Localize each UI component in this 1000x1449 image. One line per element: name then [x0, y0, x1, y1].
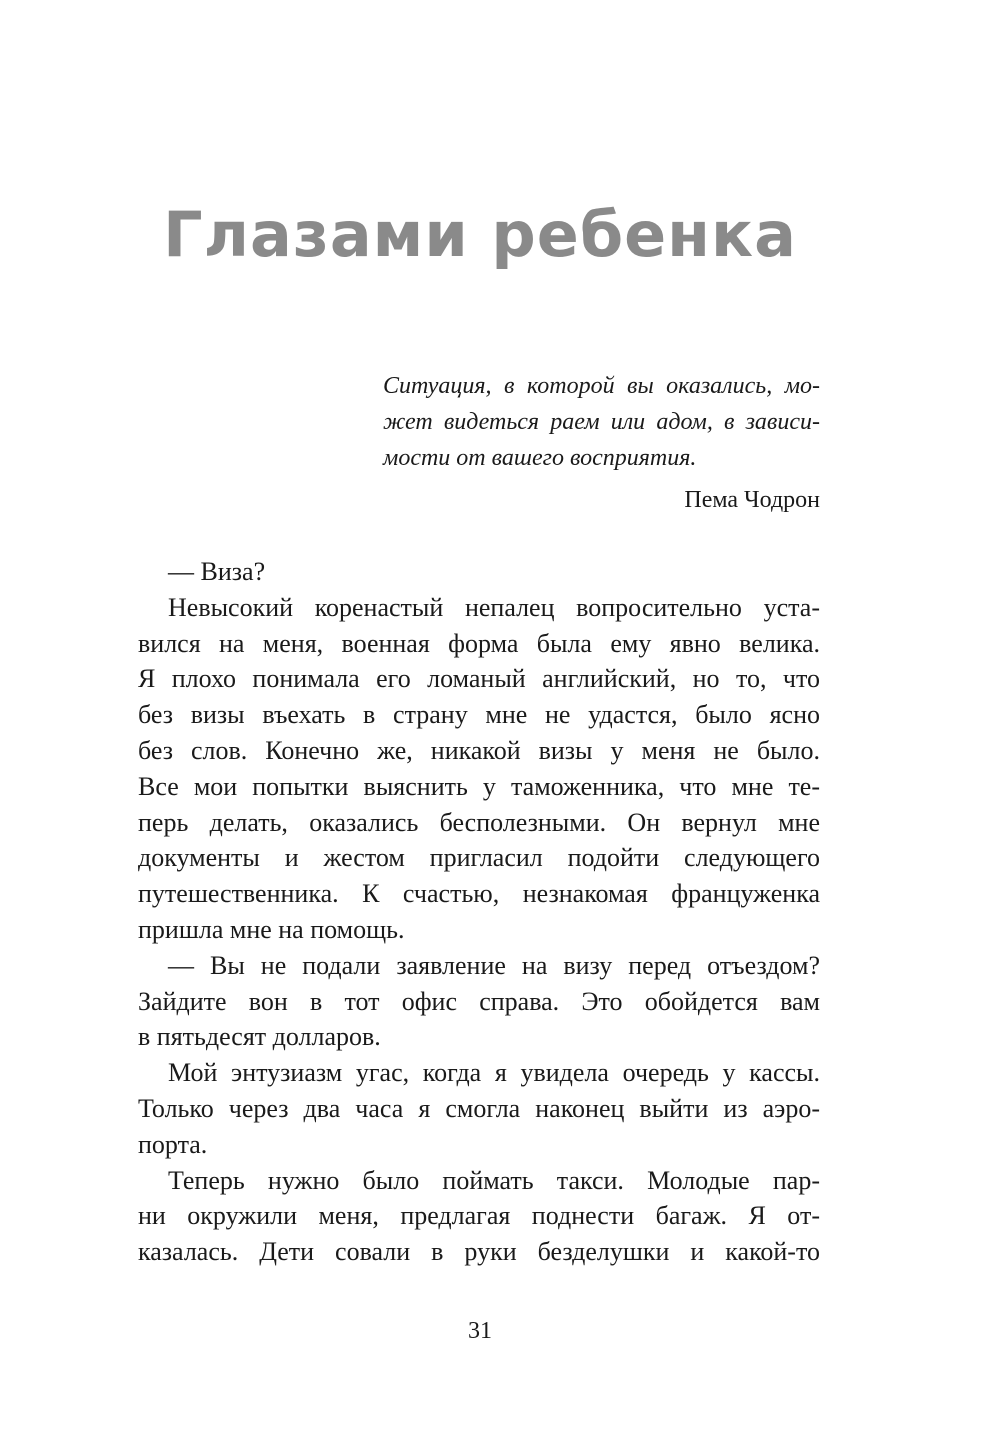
- text-line: Невысокий коренастый непалец вопросительно уста-: [168, 592, 820, 622]
- text-line: документы и жестом пригласил подойти следующего: [138, 843, 820, 873]
- text-line: перь делать, оказались бесполезными. Он вернул мне: [138, 807, 820, 837]
- epigraph-line: Ситуация, в которой вы оказались, мо-: [383, 373, 820, 399]
- text-line: Только через два часа я смогла наконец выйти из аэро-: [138, 1093, 820, 1123]
- epigraph: [383, 368, 820, 518]
- text-line: Зайдите вон в тот офис справа. Это обойдется вам: [138, 986, 820, 1016]
- text-line: — Вы не подали заявление на визу перед отъездом?: [168, 950, 820, 980]
- epigraph-line: жет видеться раем или адом, в зависи-: [383, 409, 820, 435]
- body-text: [138, 554, 820, 1270]
- text-line: ни окружили меня, предлагая поднести багаж. Я от-: [138, 1201, 820, 1231]
- page-number: 31: [468, 1318, 492, 1344]
- text-line: Мой энтузиазм угас, когда я увидела очередь у кассы.: [168, 1058, 820, 1088]
- text-line: — Виза?: [168, 557, 266, 586]
- text-line: в пятьдесят долларов.: [138, 1022, 381, 1052]
- text-line: без визы въехать в страну мне не удастся, было ясно: [138, 700, 820, 730]
- text-line: казалась. Дети совали в руки безделушки и какой-то: [138, 1237, 820, 1267]
- epigraph-author: Пема Чодрон: [684, 487, 820, 513]
- text-line: Теперь нужно было поймать такси. Молодые пар-: [168, 1165, 820, 1195]
- text-line: пришла мне на помощь.: [138, 914, 405, 944]
- text-line: вился на меня, военная форма была ему явно велика.: [138, 628, 820, 658]
- text-line: путешественника. К счастью, незнакомая француженка: [138, 879, 820, 909]
- text-line: порта.: [138, 1129, 208, 1159]
- text-line: без слов. Конечно же, никакой визы у меня не было.: [138, 735, 820, 765]
- text-line: Все мои попытки выяснить у таможенника, что мне те-: [138, 771, 820, 801]
- chapter-title: Глазами ребенка: [163, 198, 797, 271]
- text-line: Я плохо понимала его ломаный английский, но то, что: [138, 664, 820, 694]
- epigraph-line: мости от вашего восприятия.: [383, 445, 697, 471]
